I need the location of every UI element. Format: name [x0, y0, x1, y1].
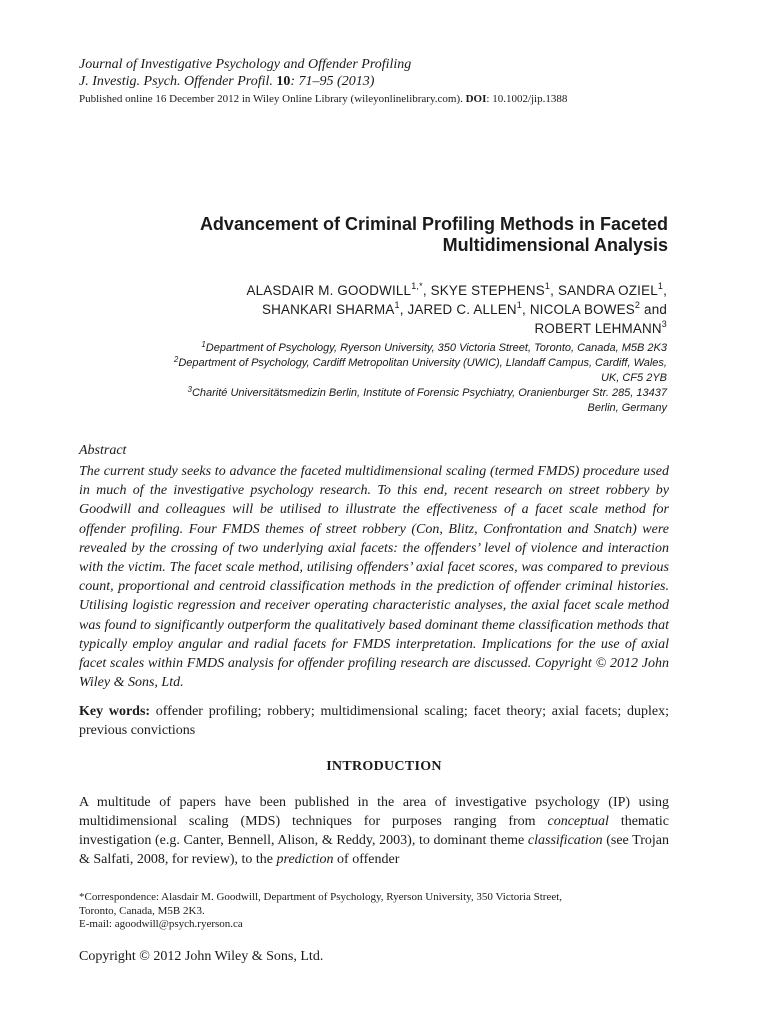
journal-citation [79, 73, 567, 90]
author-line-1: ALASDAIR M. $GOODWILL^{1,*}$, SKYE STEPHENS$^1$, SANDRA OZIEL$^1$, [246, 281, 667, 298]
keywords-label: Key words: [79, 704, 151, 719]
intro-text: A multitude of papers have been published in the area of investigative psychology (IP) using multidimensional scaling (MDS) techniques for purposes ranging from [79, 795, 669, 829]
author-list [107, 281, 667, 338]
affiliation-sup: 3 [187, 385, 192, 394]
author-name: ROBERT LEHMANN [534, 321, 662, 336]
published-online: Published online 16 December 2012 in Wiley Online Library (wileyonlinelibrary.com). [79, 93, 463, 105]
doi-label: DOI [465, 93, 487, 105]
intro-emphasis: conceptual [547, 814, 609, 829]
journal-volume: 10 [276, 74, 291, 89]
affiliation-text: Department of Psychology, Ryerson University, 350 Victoria Street, Toronto, Canada, M5B 2K3 [205, 342, 667, 354]
keywords-text: offender profiling; robbery; multidimensional scaling; facet theory; axial facets; duplex; previous convictions [79, 704, 669, 738]
affiliation-2 [67, 356, 667, 371]
author-name: SHANKARI SHARMA [262, 302, 395, 317]
intro-text: (see Trojan & Salfati, 2008, for review), to the [79, 833, 669, 867]
author-name: ALASDAIR M. GOODWILL [246, 283, 412, 298]
author-sup: 1 [516, 300, 522, 310]
footnote-email: E-mail: agoodwill@psych.ryerson.ca [79, 918, 243, 930]
publication-info [79, 92, 567, 107]
author-sup: 2 [634, 300, 641, 310]
intro-emphasis: prediction [276, 852, 334, 867]
journal-pages-year: : 71–95 (2013) [290, 74, 375, 89]
affiliation-sup: 1 [201, 340, 206, 349]
paper-title [108, 214, 668, 256]
author-sup: 1 [394, 300, 400, 310]
author-name: NICOLA BOWES [529, 302, 635, 317]
correspondence-footnote [79, 891, 669, 932]
footnote-line-2: Toronto, Canada, M5B 2K3. [79, 904, 205, 917]
copyright-notice: Copyright © 2012 John Wiley & Sons, Ltd. [79, 949, 324, 964]
author-line-3 [107, 319, 667, 338]
journal-abbrev: J. Investig. Psych. Offender Profil. [79, 74, 273, 89]
abstract-heading: Abstract [79, 443, 127, 458]
author-name: SKYE STEPHENS [430, 283, 545, 298]
affiliation-3 [67, 386, 667, 401]
author-name: JARED C. ALLEN [407, 302, 517, 317]
and-word: and [644, 302, 667, 317]
intro-text: of offender [337, 852, 400, 867]
title-line-2: Multidimensional Analysis [442, 235, 668, 255]
introduction-paragraph [79, 793, 669, 869]
affiliation-text: Charité Universitätsmedizin Berlin, Institute of Forensic Psychiatry, Oranienburger Str. 285, 13437 [191, 387, 667, 399]
abstract-text: The current study seeks to advance the faceted multidimensional scaling (termed FMDS) procedure used in much of the investigative psychology research. To this end, recent research on street robbery by Goodwill and colleagues will be utilised to illustrate the effectiveness of a facet scale method for offender profiling. Four FMDS themes of street robbery (Con, Blitz, Confrontation and Snatch) were revealed by the crossing of two underlying axial facets: the offenders’ level of violence and interaction with the victim. The facet scale method, utilising offenders’ axial facet scores, was compared to previous count, proportional and centroid classification methods in the prediction of offender criminal histories. Utilising logistic regression and receiver operating characteristic analyses, the axial facet scale method was found to significantly outperform the qualitatively based dominant theme classification methods that typically employ angular and radial facets for FMDS interpretation. Implications for the use of axial facet scales within FMDS analysis for offender profiling research are discussed. Copyright © 2012 John Wiley & Sons, Ltd. [79, 464, 669, 691]
author-sup: 1,* [411, 281, 423, 291]
affiliation-1 [67, 341, 667, 356]
journal-name: Journal of Investigative Psychology and Offender Profiling [79, 57, 412, 72]
journal-header [79, 56, 567, 107]
author-line-2: SHANKARI SHARMA$^1$, JARED C. ALLEN$^1$, NICOLA BOWES$^2$ and [262, 300, 667, 317]
author-sup: 3 [661, 319, 667, 329]
intro-emphasis: classification [527, 833, 603, 848]
affiliation-sup: 2 [173, 355, 179, 364]
affiliation-3-cont: Berlin, Germany [587, 402, 667, 414]
affiliation-2-cont: UK, CF5 2YB [600, 372, 667, 384]
author-sup: 1 [657, 281, 664, 291]
affiliation-text: Department of Psychology, Cardiff Metropolitan University (UWIC), Llandaff Campus, Cardiff, Wales, [178, 357, 667, 369]
doi-value: : 10.1002/jip.1388 [486, 93, 568, 105]
author-name: SANDRA OZIEL [557, 283, 658, 298]
section-heading: INTRODUCTION [326, 759, 442, 774]
footnote-line-1: *Correspondence: Alasdair M. Goodwill, Department of Psychology, Ryerson University, 350 Victoria Street, [79, 891, 563, 903]
affiliations [67, 341, 667, 416]
author-sup: 1 [544, 281, 551, 291]
title-line-1: Advancement of Criminal Profiling Methods in Faceted [199, 214, 668, 234]
keywords [79, 702, 669, 740]
intro-text: thematic investigation (e.g. Canter, Bennell, Alison, & Reddy, 2003), to dominant theme [79, 814, 670, 848]
